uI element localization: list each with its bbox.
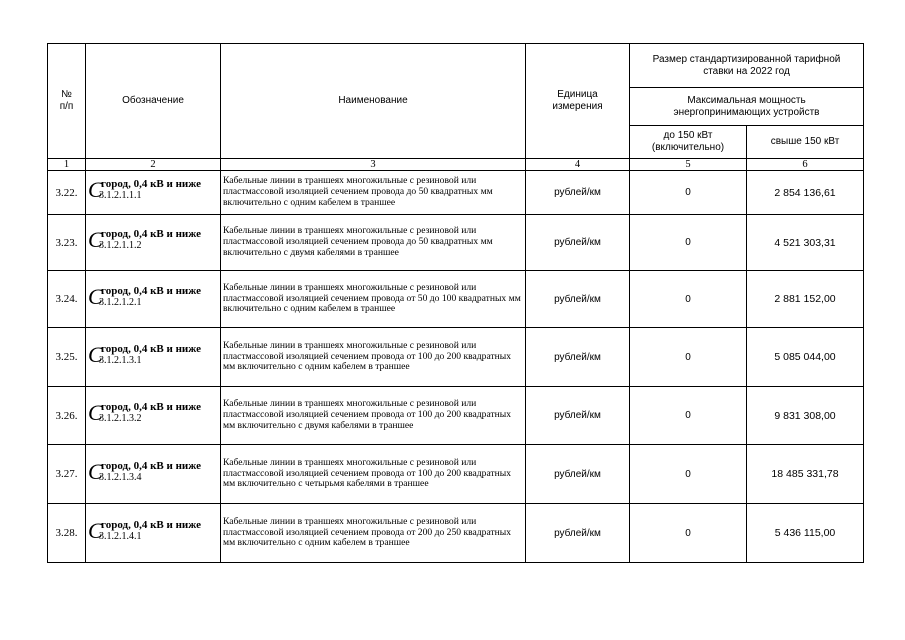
value-up-to-150: 0 <box>630 504 747 563</box>
name-cell: Кабельные линии в траншеях многожильные с резиновой или пластмассовой изоляцией сечением провода от 50 до 100 квадратных мм включительно с одним кабелем в траншее <box>221 271 526 328</box>
name-cell: Кабельные линии в траншеях многожильные с резиновой или пластмассовой изоляцией сечением провода от 200 до 250 квадратных мм включительно с одним кабелем в траншее <box>221 504 526 563</box>
designation-cell <box>86 387 221 445</box>
tariff-code <box>88 401 208 425</box>
unit-cell: рублей/км <box>526 445 630 504</box>
value-over-150: 2 881 152,00 <box>747 271 864 328</box>
column-number: 4 <box>526 159 630 171</box>
row-number: 3.26. <box>48 387 86 445</box>
tariff-code <box>88 460 208 484</box>
designation-cell <box>86 445 221 504</box>
code-subscript: 3.1.2.1.1.2 <box>99 240 142 251</box>
code-subscript: 3.1.2.1.4.1 <box>99 530 142 542</box>
header-name: Наименование <box>221 44 526 159</box>
unit-cell: рублей/км <box>526 387 630 445</box>
header-designation: Обозначение <box>86 44 221 159</box>
code-letter: С <box>88 177 103 202</box>
row-number: 3.22. <box>48 171 86 215</box>
table-body <box>48 171 864 563</box>
code-subscript: 3.1.2.1.3.4 <box>99 471 142 483</box>
column-number: 5 <box>630 159 747 171</box>
table-row <box>48 328 864 387</box>
header-power-group-text: Максимальная мощность энергопринимающих устройств <box>673 94 820 118</box>
tariff-code <box>88 285 208 309</box>
table-row <box>48 387 864 445</box>
column-number: 6 <box>747 159 864 171</box>
designation-cell <box>86 504 221 563</box>
table-row <box>48 271 864 328</box>
value-over-150: 9 831 308,00 <box>747 387 864 445</box>
tariff-code <box>88 343 208 367</box>
name-cell: Кабельные линии в траншеях многожильные с резиновой или пластмассовой изоляцией сечением провода от 100 до 200 квадратных мм включительно с двумя кабелями в траншее <box>221 387 526 445</box>
name-cell: Кабельные линии в траншеях многожильные с резиновой или пластмассовой изоляцией сечением провода от 100 до 200 квадратных мм включительно с одним кабелем в траншее <box>221 328 526 387</box>
unit-cell: рублей/км <box>526 271 630 328</box>
designation-cell <box>86 271 221 328</box>
code-letter: С <box>88 227 103 252</box>
table-row <box>48 504 864 563</box>
header-col6: свыше 150 кВт <box>747 126 864 159</box>
code-letter: С <box>88 341 103 367</box>
header-unit-text: Единица измерения <box>552 89 603 112</box>
value-over-150: 18 485 331,78 <box>747 445 864 504</box>
code-superscript: город, 0,4 кВ и ниже <box>101 342 201 355</box>
header-unit <box>526 44 630 159</box>
tariff-code <box>88 178 208 202</box>
value-up-to-150: 0 <box>630 445 747 504</box>
value-up-to-150: 0 <box>630 328 747 387</box>
value-over-150: 4 521 303,31 <box>747 215 864 271</box>
table-row <box>48 171 864 215</box>
row-number: 3.27. <box>48 445 86 504</box>
value-over-150: 5 436 115,00 <box>747 504 864 563</box>
code-subscript: 3.1.2.1.3.2 <box>99 413 142 424</box>
column-number-row <box>48 159 864 171</box>
value-up-to-150: 0 <box>630 387 747 445</box>
column-number: 3 <box>221 159 526 171</box>
value-up-to-150: 0 <box>630 215 747 271</box>
unit-cell: рублей/км <box>526 328 630 387</box>
name-cell: Кабельные линии в траншеях многожильные с резиновой или пластмассовой изоляцией сечением провода от 100 до 200 квадратных мм включительно с четырьмя кабелями в траншее <box>221 445 526 504</box>
code-superscript: город, 0,4 кВ и ниже <box>101 518 201 531</box>
table-header <box>48 44 864 171</box>
designation-cell <box>86 328 221 387</box>
row-number: 3.28. <box>48 504 86 563</box>
tariff-code <box>88 228 208 252</box>
value-over-150: 2 854 136,61 <box>747 171 864 215</box>
header-col5-text: до 150 кВт (включительно) <box>651 130 725 153</box>
column-number: 2 <box>86 159 221 171</box>
header-rate-group <box>630 44 864 88</box>
code-letter: С <box>88 517 103 543</box>
code-letter: С <box>88 400 103 425</box>
table-row <box>48 215 864 271</box>
code-superscript: город, 0,4 кВ и ниже <box>101 401 201 413</box>
unit-cell: рублей/км <box>526 171 630 215</box>
name-cell: Кабельные линии в траншеях многожильные с резиновой или пластмассовой изоляцией сечением провода до 50 квадратных мм включительно с двумя кабелями в траншее <box>221 215 526 271</box>
code-superscript: город, 0,4 кВ и ниже <box>101 228 201 240</box>
unit-cell: рублей/км <box>526 215 630 271</box>
tariff-code <box>88 519 208 543</box>
code-subscript: 3.1.2.1.1.1 <box>99 190 142 201</box>
code-superscript: город, 0,4 кВ и ниже <box>101 178 201 190</box>
column-number: 1 <box>48 159 86 171</box>
header-col5 <box>630 126 747 159</box>
code-subscript: 3.1.2.1.2.1 <box>99 296 142 308</box>
value-up-to-150: 0 <box>630 171 747 215</box>
designation-cell <box>86 215 221 271</box>
value-over-150: 5 085 044,00 <box>747 328 864 387</box>
code-subscript: 3.1.2.1.3.1 <box>99 354 142 366</box>
code-letter: С <box>88 283 103 309</box>
value-up-to-150: 0 <box>630 271 747 328</box>
header-power-group <box>630 88 864 126</box>
tariff-table <box>47 43 864 563</box>
header-rate-group-text: Размер стандартизированной тарифной ставки на 2022 год <box>652 53 841 77</box>
designation-cell <box>86 171 221 215</box>
header-number-text: № п/п <box>59 89 74 112</box>
table-row <box>48 445 864 504</box>
name-cell: Кабельные линии в траншеях многожильные с резиновой или пластмассовой изоляцией сечением провода до 50 квадратных мм включительно с одним кабелем в траншее <box>221 171 526 215</box>
row-number: 3.25. <box>48 328 86 387</box>
header-number <box>48 44 86 159</box>
code-letter: С <box>88 458 103 484</box>
unit-cell: рублей/км <box>526 504 630 563</box>
row-number: 3.23. <box>48 215 86 271</box>
code-superscript: город, 0,4 кВ и ниже <box>101 284 201 297</box>
code-superscript: город, 0,4 кВ и ниже <box>101 459 201 472</box>
row-number: 3.24. <box>48 271 86 328</box>
